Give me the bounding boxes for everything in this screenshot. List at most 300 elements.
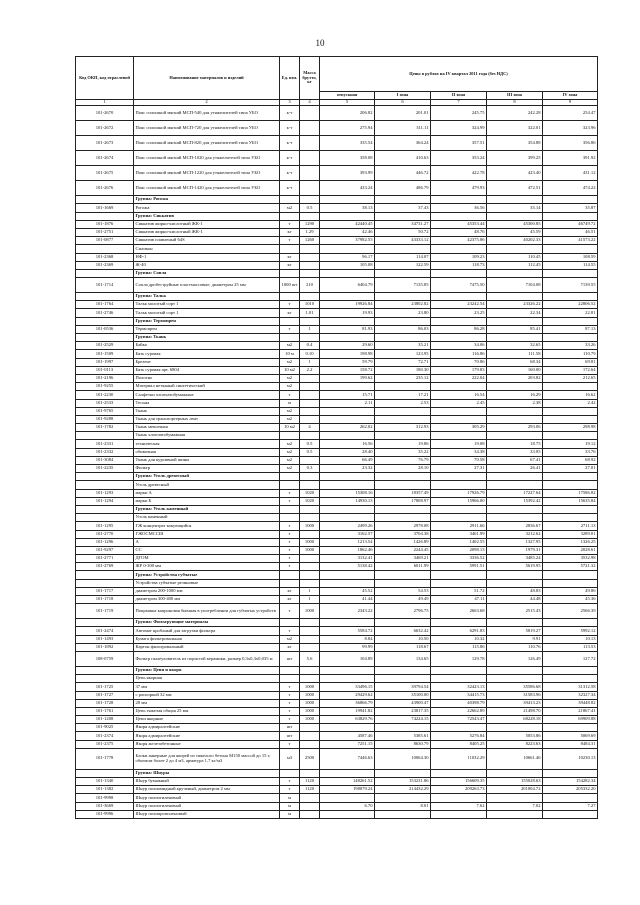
price-zone3-cell — [487, 769, 543, 777]
unit-cell: т — [280, 530, 300, 538]
price-zone1-cell: 8630.79 — [375, 740, 431, 748]
price-zone2-cell — [431, 407, 487, 415]
name-cell: Сопла дробеструйные пластмассовые, диаметром 25 мм — [134, 278, 280, 293]
mass-cell: 1 — [300, 587, 320, 595]
price-estimated-cell — [320, 675, 375, 683]
price-estimated-cell: 6.70 — [320, 802, 375, 810]
price-zone4-cell: 69.81 — [543, 358, 598, 366]
price-zone1-cell — [375, 481, 431, 489]
price-estimated-cell: 2343.22 — [320, 604, 375, 619]
unit-cell: т — [280, 627, 300, 635]
group-row — [76, 293, 598, 301]
price-zone4-cell: 113.53 — [543, 643, 598, 651]
code-cell: 101-2533 — [76, 399, 134, 407]
unit-cell — [280, 212, 300, 220]
table-row — [76, 794, 598, 802]
price-estimated-cell: 7446.63 — [320, 748, 375, 769]
mass-cell: 1260 — [300, 237, 320, 245]
index-cell: 8 — [487, 100, 543, 106]
unit-cell: т — [280, 522, 300, 530]
price-zone1-cell: 3704.38 — [375, 530, 431, 538]
table-row — [76, 489, 598, 497]
table-row — [76, 245, 598, 253]
price-zone4-cell — [543, 675, 598, 683]
code-cell: 101-2676 — [76, 181, 134, 196]
name-cell: Рогожа — [134, 204, 280, 212]
price-estimated-cell: 198.98 — [320, 350, 375, 358]
price-zone2-cell — [431, 317, 487, 325]
code-cell: 108-0759 — [76, 651, 134, 666]
price-estimated-cell: 198079.24 — [320, 786, 375, 794]
unit-cell: м2 — [280, 415, 300, 423]
table-row — [76, 481, 598, 489]
price-zone1-cell: 122.59 — [375, 261, 431, 269]
price-zone1-cell: 86.03 — [375, 325, 431, 333]
price-zone1-cell: 1426.89 — [375, 538, 431, 546]
price-zone2-cell: 23.25 — [431, 309, 487, 317]
code-cell: 101-2672 — [76, 121, 134, 136]
code-cell — [76, 432, 134, 440]
name-cell: Ткань хлопчатобумажная — [134, 432, 280, 440]
mass-cell — [300, 196, 320, 204]
price-estimated-cell: 3132.41 — [320, 555, 375, 563]
price-zone4-cell: 8484.31 — [543, 740, 598, 748]
price-zone2-cell: 16.54 — [431, 391, 487, 399]
price-zone4-cell: 10.13 — [543, 635, 598, 643]
name-cell: Сиккатив жирно-кислотный ЖК-1 — [134, 228, 280, 236]
price-zone1-cell — [375, 505, 431, 513]
code-cell — [76, 579, 134, 587]
name-cell: Уголь каменный — [134, 514, 280, 522]
code-cell: 101-1208 — [76, 716, 134, 724]
mass-cell — [300, 121, 320, 136]
table-row — [76, 407, 598, 415]
price-zone4-cell — [543, 245, 598, 253]
price-estimated-cell: 29429.62 — [320, 691, 375, 699]
price-zone1-cell: 35.21 — [375, 342, 431, 350]
unit-cell: кг — [280, 643, 300, 651]
price-zone4-cell: 323.96 — [543, 121, 598, 136]
mass-cell — [300, 106, 320, 121]
unit-cell — [280, 269, 300, 277]
price-estimated-cell: 358.08 — [320, 151, 375, 166]
price-estimated-cell: 2499.26 — [320, 522, 375, 530]
table-row — [76, 278, 598, 293]
price-estimated-cell — [320, 334, 375, 342]
unit-cell: кг — [280, 587, 300, 595]
price-zone2-cell: 70.58 — [431, 456, 487, 464]
mass-cell — [300, 407, 320, 415]
price-estimated-cell: 393.99 — [320, 166, 375, 181]
code-cell: 101-2674 — [76, 151, 134, 166]
table-row — [76, 261, 598, 269]
code-cell: 101-2332 — [76, 448, 134, 456]
code-cell: 101-2770 — [76, 530, 134, 538]
price-zone2-cell: 11032.29 — [431, 748, 487, 769]
price-zone4-cell — [543, 269, 598, 277]
table-row — [76, 151, 598, 166]
price-zone3-cell: 9.91 — [487, 635, 543, 643]
price-zone4-cell: 27.01 — [543, 465, 598, 473]
price-zone3-cell — [487, 724, 543, 732]
price-zone3-cell — [487, 473, 543, 481]
code-cell: 101-9765 — [76, 407, 134, 415]
table-row — [76, 415, 598, 423]
price-zone4-cell: 33.76 — [543, 448, 598, 456]
page-number: 10 — [315, 38, 325, 48]
unit-cell — [280, 473, 300, 481]
name-cell: Группа: Уголь каменный — [134, 505, 280, 513]
table-row — [76, 802, 598, 810]
table-row — [76, 778, 598, 786]
price-estimated-cell — [320, 810, 375, 818]
name-cell: Материал нетканый синтетический — [134, 383, 280, 391]
code-cell: 101-1718 — [76, 596, 134, 604]
price-estimated-cell: 3162.57 — [320, 530, 375, 538]
code-cell: 101-1382 — [76, 786, 134, 794]
price-estimated-cell — [320, 505, 375, 513]
price-zone1-cell: 7135.85 — [375, 278, 431, 293]
price-zone1-cell — [375, 293, 431, 301]
price-zone1-cell: 23817.35 — [375, 707, 431, 715]
price-zone2-cell — [431, 769, 487, 777]
mass-cell — [300, 136, 320, 151]
price-zone4-cell: 172.64 — [543, 366, 598, 374]
price-zone3-cell — [487, 383, 543, 391]
unit-cell: м2 — [280, 204, 300, 212]
code-cell: 101-1509 — [76, 350, 134, 358]
group-row — [76, 196, 598, 204]
price-zone4-cell: 127.72 — [543, 651, 598, 666]
price-zone2-cell — [431, 724, 487, 732]
price-zone4-cell — [543, 196, 598, 204]
price-zone3-cell — [487, 407, 543, 415]
price-zone3-cell: 399.25 — [487, 151, 543, 166]
table-row — [76, 350, 598, 358]
price-zone2-cell: 353.24 — [431, 151, 487, 166]
table-row — [76, 627, 598, 635]
price-zone1-cell: 5385.61 — [375, 732, 431, 740]
price-estimated-cell — [320, 415, 375, 423]
name-cell: диаметром 300-400 мм — [134, 596, 280, 604]
unit-cell: м2 — [280, 465, 300, 473]
unit-cell: м2 — [280, 342, 300, 350]
price-estimated-cell: 19926.84 — [320, 301, 375, 309]
price-zone1-cell: 37.43 — [375, 204, 431, 212]
table-row — [76, 383, 598, 391]
price-zone4-cell: 21867.41 — [543, 707, 598, 715]
group-row — [76, 269, 598, 277]
code-cell: 101-0536 — [76, 325, 134, 333]
unit-cell: т — [280, 716, 300, 724]
price-zone4-cell: 69909.88 — [543, 716, 598, 724]
table-row — [76, 358, 598, 366]
price-zone3-cell: 17227.64 — [487, 489, 543, 497]
price-zone1-cell — [375, 334, 431, 342]
price-zone4-cell: 45.36 — [543, 596, 598, 604]
price-estimated-cell — [320, 196, 375, 204]
code-cell: 101-3669 — [76, 802, 134, 810]
code-cell: 101-1296 — [76, 538, 134, 546]
unit-cell: т — [280, 707, 300, 715]
price-zone3-cell — [487, 212, 543, 220]
price-zone3-cell: 40202.33 — [487, 237, 543, 245]
price-zone4-cell — [543, 794, 598, 802]
name-cell: А — [134, 538, 280, 546]
mass-cell — [300, 555, 320, 563]
name-cell: Полотно — [134, 374, 280, 382]
mass-cell: 1000 — [300, 546, 320, 554]
price-zone2-cell: 357.51 — [431, 136, 487, 151]
header-name: Наименование материалов и изделий — [134, 57, 280, 100]
code-cell: 101-1782 — [76, 424, 134, 432]
mass-cell — [300, 181, 320, 196]
price-zone4-cell: 46749.72 — [543, 220, 598, 228]
price-zone4-cell: 2711.13 — [543, 522, 598, 530]
price-zone3-cell: 242.28 — [487, 106, 543, 121]
unit-cell — [280, 317, 300, 325]
price-table — [75, 56, 598, 819]
group-row — [76, 571, 598, 579]
price-estimated-cell — [320, 245, 375, 253]
name-cell: Группа: Шнуры — [134, 769, 280, 777]
price-zone3-cell: 126.49 — [487, 651, 543, 666]
price-estimated-cell — [320, 514, 375, 522]
price-zone2-cell: 19.08 — [431, 440, 487, 448]
price-zone3-cell: 293.06 — [487, 424, 543, 432]
unit-cell: т — [280, 325, 300, 333]
price-zone4-cell: 16.62 — [543, 391, 598, 399]
unit-cell: т — [280, 301, 300, 309]
unit-cell: м — [280, 802, 300, 810]
price-zone1-cell: 17808.97 — [375, 497, 431, 505]
name-cell: Цепь тяжелая общая 25 мм — [134, 707, 280, 715]
price-zone3-cell: 1979.31 — [487, 546, 543, 554]
price-estimated-cell: 28.40 — [320, 448, 375, 456]
name-cell: Покрышка капроновая бывшая в употреблении для губчатых устройств — [134, 604, 280, 619]
price-zone1-cell — [375, 794, 431, 802]
price-zone2-cell: 27.31 — [431, 465, 487, 473]
price-zone3-cell: 1327.95 — [487, 538, 543, 546]
mass-cell — [300, 810, 320, 818]
index-cell: 2 — [134, 100, 280, 106]
code-cell: 101-2375 — [76, 740, 134, 748]
price-zone2-cell — [431, 245, 487, 253]
header-unit: Ед. изм. — [280, 57, 300, 100]
code-cell — [76, 212, 134, 220]
price-zone4-cell: 3289.01 — [543, 530, 598, 538]
mass-cell — [300, 473, 320, 481]
price-zone3-cell: 155028.63 — [487, 778, 543, 786]
price-estimated-cell: 158.72 — [320, 366, 375, 374]
price-zone1-cell: 35.22 — [375, 448, 431, 456]
price-estimated-cell: 63829.76 — [320, 716, 375, 724]
price-zone1-cell: 2796.75 — [375, 604, 431, 619]
price-zone3-cell: 203.82 — [487, 374, 543, 382]
price-zone1-cell: 153231.86 — [375, 778, 431, 786]
mass-cell: 4 — [300, 424, 320, 432]
unit-cell: т — [280, 691, 300, 699]
price-zone4-cell: 154282.34 — [543, 778, 598, 786]
name-cell: Силикон — [134, 245, 280, 253]
mass-cell — [300, 505, 320, 513]
name-cell: Якоря адмиралтейские — [134, 732, 280, 740]
price-estimated-cell: 104.89 — [320, 651, 375, 666]
index-cell: 6 — [375, 100, 431, 106]
price-zone1-cell — [375, 383, 431, 391]
price-zone1-cell: 486.79 — [375, 181, 431, 196]
table-row — [76, 497, 598, 505]
unit-cell: м2 — [280, 448, 300, 456]
mass-cell — [300, 571, 320, 579]
price-zone3-cell: 472.51 — [487, 181, 543, 196]
price-estimated-cell: 262.02 — [320, 424, 375, 432]
price-estimated-cell: 19.93 — [320, 309, 375, 317]
table-row — [76, 555, 598, 563]
price-estimated-cell: 14930.13 — [320, 497, 375, 505]
price-zone3-cell: 33.05 — [487, 448, 543, 456]
table-row — [76, 635, 598, 643]
code-cell — [76, 334, 134, 342]
code-cell: 101-9025 — [76, 724, 134, 732]
code-cell: 101-2368 — [76, 253, 134, 261]
mass-cell — [300, 802, 320, 810]
code-cell: 101-2235 — [76, 465, 134, 473]
code-cell: 101-0877 — [76, 237, 134, 245]
price-zone4-cell: 1326.25 — [543, 538, 598, 546]
price-zone1-cell: 2.53 — [375, 399, 431, 407]
price-zone3-cell — [487, 666, 543, 674]
price-zone1-cell: 49.49 — [375, 596, 431, 604]
price-zone4-cell — [543, 514, 598, 522]
price-zone4-cell: 5721.32 — [543, 563, 598, 571]
price-estimated-cell: 148261.52 — [320, 778, 375, 786]
name-cell: ГЖОСМССШ — [134, 530, 280, 538]
unit-cell: к-т — [280, 151, 300, 166]
price-zone2-cell: 10.32 — [431, 635, 487, 643]
unit-cell: м — [280, 399, 300, 407]
header-zone-2: II зона — [431, 92, 487, 100]
price-zone2-cell: 34415.73 — [431, 691, 487, 699]
price-zone2-cell: 1402.55 — [431, 538, 487, 546]
price-estimated-cell: 42.46 — [320, 228, 375, 236]
name-cell: Группа: Уголь древесный — [134, 473, 280, 481]
name-cell: Якоря адмиралтейские — [134, 724, 280, 732]
mass-cell: 1.29 — [300, 228, 320, 236]
price-zone4-cell: 3532.98 — [543, 555, 598, 563]
price-zone3-cell — [487, 619, 543, 627]
name-cell: Блоки анкерные для якорей из тяжелого бетона М150 массой до 15 т, объемом более 2 до 4 м3, арматура 1,7 кг/м3 — [134, 748, 280, 769]
name-cell: Термопрен — [134, 325, 280, 333]
price-zone3-cell: 2515.43 — [487, 604, 543, 619]
mass-cell — [300, 732, 320, 740]
price-estimated-cell: 105.08 — [320, 261, 375, 269]
table-row — [76, 530, 598, 538]
code-cell: 101-2331 — [76, 440, 134, 448]
price-estimated-cell: 5584.72 — [320, 627, 375, 635]
table-row — [76, 136, 598, 151]
price-zone4-cell: 31312.58 — [543, 683, 598, 691]
price-zone3-cell: 7104.08 — [487, 278, 543, 293]
name-cell: Ткань для курсивной шины — [134, 456, 280, 464]
price-zone2-cell: 324.99 — [431, 121, 487, 136]
name-cell: Группа: Фильтрующие материалы — [134, 619, 280, 627]
price-zone4-cell: 22806.52 — [543, 301, 598, 309]
index-cell: 4 — [300, 100, 320, 106]
mass-cell — [300, 769, 320, 777]
price-zone4-cell — [543, 212, 598, 220]
price-zone4-cell: 39448.82 — [543, 699, 598, 707]
mass-cell — [300, 432, 320, 440]
price-zone1-cell — [375, 769, 431, 777]
unit-cell — [280, 196, 300, 204]
price-zone2-cell: 86.28 — [431, 325, 487, 333]
unit-cell: 1000 шт — [280, 278, 300, 293]
table-row — [76, 374, 598, 382]
name-cell: СС — [134, 546, 280, 554]
price-estimated-cell: 2.11 — [320, 399, 375, 407]
unit-cell: м2 — [280, 383, 300, 391]
unit-cell: 10 м2 — [280, 424, 300, 432]
price-zone3-cell — [487, 505, 543, 513]
table-row — [76, 456, 598, 464]
price-zone4-cell — [543, 415, 598, 423]
mass-cell: 0.4 — [300, 342, 320, 350]
price-zone2-cell: 129.78 — [431, 651, 487, 666]
unit-cell: 10 м — [280, 350, 300, 358]
price-zone3-cell: 26.41 — [487, 465, 543, 473]
price-zone3-cell: 35586.68 — [487, 683, 543, 691]
price-zone4-cell — [543, 579, 598, 587]
name-cell: Салфетки хлопчатобумажные — [134, 391, 280, 399]
unit-cell: т — [280, 683, 300, 691]
unit-cell — [280, 432, 300, 440]
mass-cell: 0.5 — [300, 440, 320, 448]
code-cell: 101-1669 — [76, 204, 134, 212]
code-cell: 101-2670 — [76, 106, 134, 121]
price-zone4-cell: 114.55 — [543, 261, 598, 269]
mass-cell: 1000 — [300, 699, 320, 707]
price-estimated-cell: 42440.45 — [320, 220, 375, 228]
name-cell: обивочная — [134, 448, 280, 456]
price-zone3-cell — [487, 196, 543, 204]
price-zone3-cell — [487, 810, 543, 818]
code-cell — [76, 481, 134, 489]
name-cell: Автомат кроблный для загрузки фильтра — [134, 627, 280, 635]
price-zone1-cell — [375, 473, 431, 481]
price-zone1-cell: 201.01 — [375, 106, 431, 121]
mass-cell: 0.5 — [300, 204, 320, 212]
price-estimated-cell: 16.56 — [320, 440, 375, 448]
code-cell: 101-1719 — [76, 604, 134, 619]
group-row — [76, 619, 598, 627]
table-row — [76, 432, 598, 440]
price-estimated-cell: 41.44 — [320, 596, 375, 604]
mass-cell: 1000 — [300, 522, 320, 530]
table-row — [76, 810, 598, 818]
table-row — [76, 424, 598, 432]
price-zone4-cell: 110.79 — [543, 350, 598, 358]
price-zone3-cell: 45.59 — [487, 228, 543, 236]
price-zone4-cell: 298.98 — [543, 424, 598, 432]
price-zone2-cell — [431, 196, 487, 204]
price-estimated-cell — [320, 794, 375, 802]
price-zone4-cell: 68.92 — [543, 456, 598, 464]
price-zone2-cell: 42375.06 — [431, 237, 487, 245]
price-zone4-cell — [543, 432, 598, 440]
price-estimated-cell: 38.13 — [320, 204, 375, 212]
price-zone1-cell: 114.07 — [375, 253, 431, 261]
